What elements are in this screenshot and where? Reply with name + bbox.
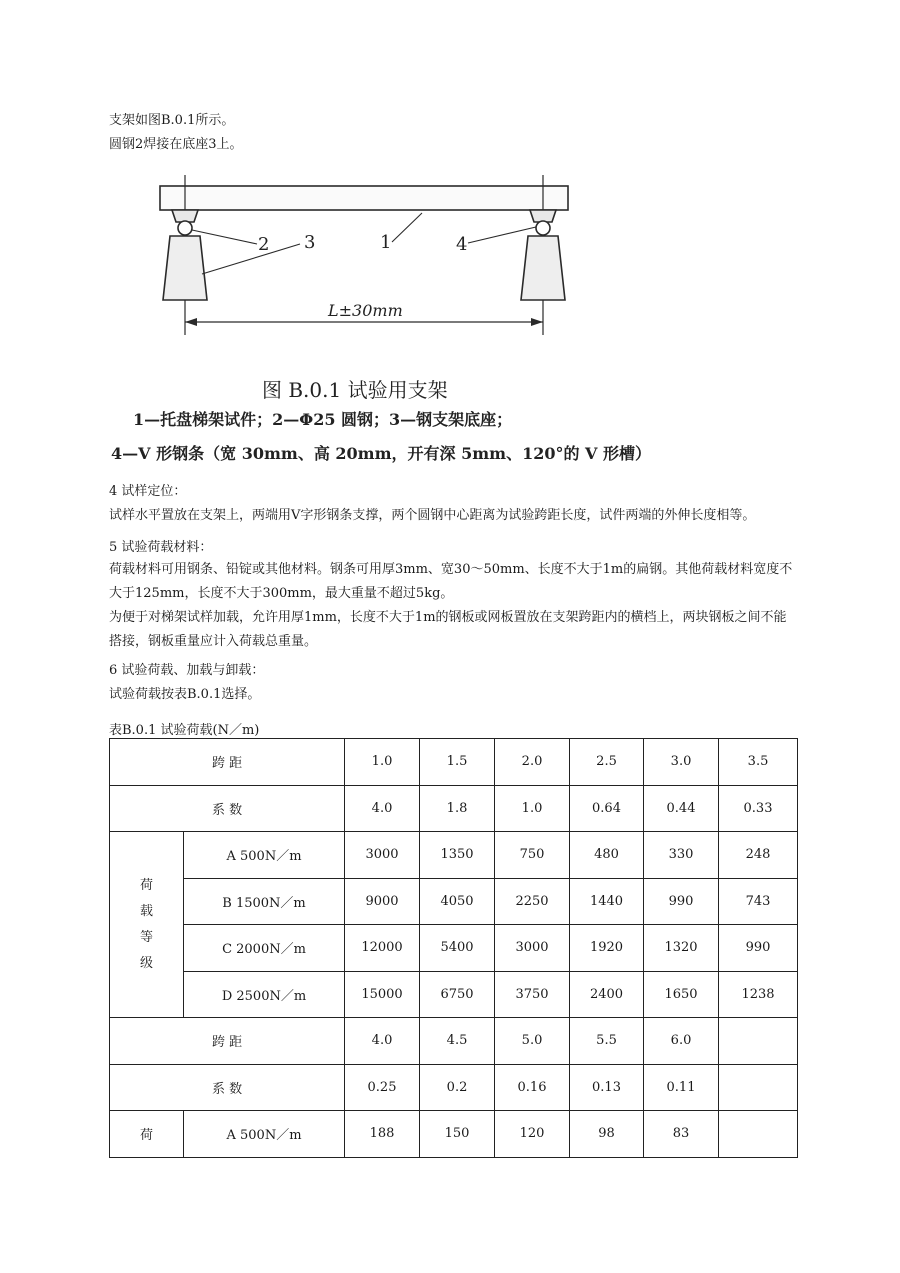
load-grade-name: D 2500N／m (184, 971, 345, 1018)
table-cell: 3000 (345, 832, 420, 879)
table-cell: 83 (644, 1111, 719, 1158)
load-grade-name: B 1500N／m (184, 878, 345, 925)
table-cell: 120 (495, 1111, 570, 1158)
table-cell: 2.0 (495, 739, 570, 786)
label-4: 4 (456, 234, 468, 255)
table-cell: 1650 (644, 971, 719, 1018)
table-cell: 188 (345, 1111, 420, 1158)
table-cell: 6.0 (644, 1018, 719, 1065)
load-grade-char: 荷 (139, 877, 153, 893)
table-cell: 750 (495, 832, 570, 879)
table-cell (719, 1064, 798, 1111)
table-cell: 5.0 (495, 1018, 570, 1065)
table-caption: 表B.0.1 试验荷载(N／m) (109, 723, 260, 738)
coefficient-header: 系 数 (110, 785, 345, 832)
load-grade-name: C 2000N／m (184, 925, 345, 972)
table-cell: 4.0 (345, 1018, 420, 1065)
table-row (110, 878, 798, 925)
round-bar-left (178, 221, 192, 235)
table-cell: 0.25 (345, 1064, 420, 1111)
table-cell: 12000 (345, 925, 420, 972)
round-bar-right (536, 221, 550, 235)
section-5-body-2: 为便于对梯架试样加载，允许用厚1mm，长度不大于1m的钢板或网板置放在支架跨距内的横档上，两块钢板之间不能搭接，钢板重量应计入荷载总重量。 (109, 610, 787, 649)
table-cell: 2400 (570, 971, 644, 1018)
figure-legend-line-2: 4—V 形钢条（宽 30mm、高 20mm，开有深 5mm、120°的 V 形槽） (111, 444, 652, 463)
table-row (110, 1064, 798, 1111)
table-cell: 1.0 (495, 785, 570, 832)
table-cell: 3000 (495, 925, 570, 972)
test-support-figure (150, 170, 570, 340)
load-grade-label (110, 832, 184, 1018)
figure-legend-line-1: 1—托盘梯架试件；2—Φ25 圆钢；3—钢支架底座； (133, 410, 513, 429)
intro-line-2: 圆钢2焊接在底座3上。 (109, 137, 243, 152)
table-cell: 0.33 (719, 785, 798, 832)
table-row (110, 832, 798, 879)
table-cell: 4.5 (420, 1018, 495, 1065)
table-cell: 1920 (570, 925, 644, 972)
table-row (110, 925, 798, 972)
table-cell: 15000 (345, 971, 420, 1018)
table-cell: 480 (570, 832, 644, 879)
table-cell: 990 (644, 878, 719, 925)
beam (160, 186, 568, 210)
table-row (110, 785, 798, 832)
figure-caption-title: 图 B.0.1 试验用支架 (262, 378, 448, 402)
label-3: 3 (304, 232, 316, 253)
table-cell: 1.8 (420, 785, 495, 832)
table-cell: 3.5 (719, 739, 798, 786)
table-cell: 1.5 (420, 739, 495, 786)
table-cell: 1440 (570, 878, 644, 925)
table-cell: 0.13 (570, 1064, 644, 1111)
table-cell: 248 (719, 832, 798, 879)
test-load-table (109, 738, 798, 1158)
table-cell: 1350 (420, 832, 495, 879)
section-6-heading: 6 试验荷载、加载与卸载： (109, 663, 265, 678)
table-row (110, 971, 798, 1018)
label-2: 2 (258, 234, 270, 255)
table-cell: 3750 (495, 971, 570, 1018)
load-grade-label: 荷 (110, 1111, 184, 1158)
table-cell: 0.16 (495, 1064, 570, 1111)
v-strip-left (172, 210, 198, 222)
table-cell: 990 (719, 925, 798, 972)
table-cell: 9000 (345, 878, 420, 925)
table-cell: 4.0 (345, 785, 420, 832)
load-grade-name: A 500N／m (184, 1111, 345, 1158)
table-cell: 1320 (644, 925, 719, 972)
section-5-body-1: 荷载材料可用钢条、铅锭或其他材料。钢条可用厚3mm、宽30～50mm、长度不大于1m的扁钢。其他荷载材料宽度不大于125mm，长度不大于300mm，最大重量不超过5kg。 (109, 562, 793, 601)
base-right (521, 236, 565, 300)
v-strip-right (530, 210, 556, 222)
table-cell: 743 (719, 878, 798, 925)
table-row (110, 739, 798, 786)
table-cell: 0.44 (644, 785, 719, 832)
table-cell: 5.5 (570, 1018, 644, 1065)
table-cell: 0.2 (420, 1064, 495, 1111)
section-4-heading: 4 试样定位： (109, 484, 187, 499)
load-grade-name: A 500N／m (184, 832, 345, 879)
table-row (110, 1111, 798, 1158)
span-header: 跨 距 (110, 1018, 345, 1065)
label-1: 1 (380, 232, 392, 253)
table-cell (719, 1018, 798, 1065)
table-cell: 6750 (420, 971, 495, 1018)
base-left (163, 236, 207, 300)
table-cell: 4050 (420, 878, 495, 925)
table-cell: 3.0 (644, 739, 719, 786)
dimension-label: L±30mm (328, 301, 403, 320)
table-cell: 150 (420, 1111, 495, 1158)
intro-line-1: 支架如图B.0.1所示。 (109, 113, 235, 128)
table-cell: 98 (570, 1111, 644, 1158)
table-cell (719, 1111, 798, 1158)
span-header: 跨 距 (110, 739, 345, 786)
table-cell: 1238 (719, 971, 798, 1018)
coefficient-header: 系 数 (110, 1064, 345, 1111)
table-cell: 1.0 (345, 739, 420, 786)
table-row (110, 1018, 798, 1065)
table-cell: 0.11 (644, 1064, 719, 1111)
section-6-body: 试验荷载按表B.0.1选择。 (109, 687, 261, 702)
table-cell: 5400 (420, 925, 495, 972)
load-grade-char: 级 (139, 955, 153, 971)
table-cell: 0.64 (570, 785, 644, 832)
table-cell: 2.5 (570, 739, 644, 786)
section-4-body: 试样水平置放在支架上，两端用V字形钢条支撑，两个圆钢中心距离为试验跨距长度，试件两端的外伸长度相等。 (109, 508, 756, 523)
load-grade-char: 载 (139, 903, 153, 919)
table-cell: 2250 (495, 878, 570, 925)
section-5-heading: 5 试验荷载材料： (109, 540, 213, 555)
load-grade-char: 等 (139, 929, 153, 945)
table-cell: 330 (644, 832, 719, 879)
